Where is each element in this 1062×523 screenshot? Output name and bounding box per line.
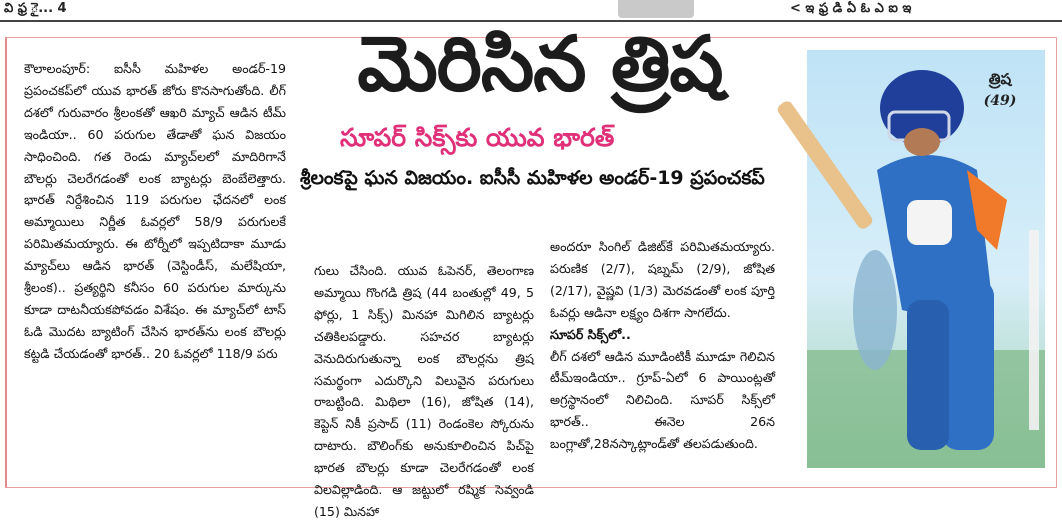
- top-strip-right-text: < ఇ ఫ్ర డి ఏ ఓ ఎ ఐ ఇ: [790, 1, 912, 16]
- subheadline: సూపర్ సిక్స్‌కు యువ భారత్: [340, 123, 615, 152]
- column-3-subsection-heading: సూపర్ సిక్స్‌లో..: [550, 326, 631, 342]
- photo-caption-score: (49): [983, 93, 1017, 109]
- article-column-3: [550, 236, 775, 482]
- batting-gloves: [907, 200, 952, 245]
- column-1-paragraph: కౌలాలంపూర్: ఐసీసీ మహిళల అండర్-19 ప్రపంచకప్‌లో యువ భారత్ జోరు కొనసాగుతోంది. లీగ్ దశలో గురువారం శ్రీలంకతో ఆఖరి మ్యాచ్ ఆడిన టీమ్ ఇండియా.. 60 పరుగుల తేడాతో ఘన విజయం సాధించింది. గత రెండు మ్యాచ్‌లలో మాదిరిగానే బౌలర్లు చెలరేగడంతో లంక బ్యాటర్లు బెంబేలెత్తారు. భారత్ నిర్దేశించిన 119 పరుగుల ఛేదనలో లంక అమ్మాయిలు నిర్ణీత ఓవర్లలో 58/9 పరుగులకే పరిమితమయ్యారు. ఈ టోర్నీలో ఇప్పటిదాకా మూడు మ్యాచ్‌లు ఆడిన భారత్ (వెస్టిండీస్, మలేషియా, శ్రీలంక).. ప్రత్యర్థిని కనీసం 60 పరుగుల మార్కును కూడా దాటనీయకపోవడం విశేషం. ఈ మ్యాచ్‌లో టాస్ ఓడి మొదట బ్యాటింగ్ చేసిన భారత్‌ను లంక బౌలర్లు కట్టడి చేయడంతో భారత్.. 20 ఓవర్లలో 118/9 పరు: [24, 61, 286, 361]
- column-2-paragraph: గులు చేసింది. యువ ఓపెనర్, తెలంగాణ అమ్మాయి గొంగడి త్రిష (44 బంతుల్లో 49, 5 ఫోర్లు, 1 సిక్స్) మినహా మిగిలిన బ్యాటర్లు చతికిలపడ్డారు. సహచర బ్యాటర్లు వెనుదిరుగుతున్నా లంక బౌలర్లను త్రిష సమర్థంగా ఎదుర్కొని విలువైన పరుగులు రాబట్టింది. మిథిలా (16), జోషిత (14), కెప్టెన్ నికీ ప్రసాద్ (11) రెండంకెల స్కోరును దాటారు. బౌలింగ్‌కు అనుకూలించిన పిచ్‌పై భారత బౌలర్లు కూడా చెలరేగడంతో లంక విలవిల్లాడింది. ఆ జట్టులో రష్మిక సెవ్వండి (15) మినహా: [314, 263, 534, 519]
- background-fielder: [853, 250, 897, 370]
- cricketer-batting-photo: [807, 50, 1045, 468]
- article-column-1: [24, 58, 286, 483]
- cricketer-illustration: [807, 50, 1045, 468]
- photo-caption: [970, 68, 1030, 112]
- article-column-2: [314, 260, 534, 519]
- stump-banner: [1029, 230, 1039, 430]
- column-3-subsection-body: లీగ్ దశలో ఆడిన మూడింటికీ మూడూ గెలిచిన టీమ్‌ఇండియా.. గ్రూప్-ఏలో 6 పాయింట్లతో అగ్రస్థానంలో నిలిచింది. సూపర్ సిక్స్‌లో భారత్.. ఈనెల 26న బంగ్లాతో,28నస్కాట్లాండ్‌తో తలపడుతుంది.: [550, 348, 775, 452]
- photo-caption-name: త్రిష: [988, 70, 1012, 88]
- face: [904, 128, 940, 156]
- batting-pad-right: [907, 300, 949, 450]
- headline: మెరిసిన త్రిష: [357, 19, 723, 108]
- deck-line: శ్రీలంకపై ఘన విజయం. ఐసీసీ మహిళల అండర్-19 ప్రపంచకప్: [300, 167, 765, 189]
- column-3-paragraph: అందరూ సింగిల్ డిజిట్‌కే పరిమితమయ్యారు. పరుణిక (2/7), షబ్నమ్ (2/9), జోషిత (2/17), వైష్ణవి (1/3) మెరవడంతో లంక పూర్తి ఓవర్లు ఆడినా లక్ష్యం దిశగా సాగలేదు.: [550, 239, 775, 320]
- batting-pad-left: [942, 280, 994, 450]
- top-strip-left-text: వి ఫ్ర ై... 4: [4, 1, 67, 16]
